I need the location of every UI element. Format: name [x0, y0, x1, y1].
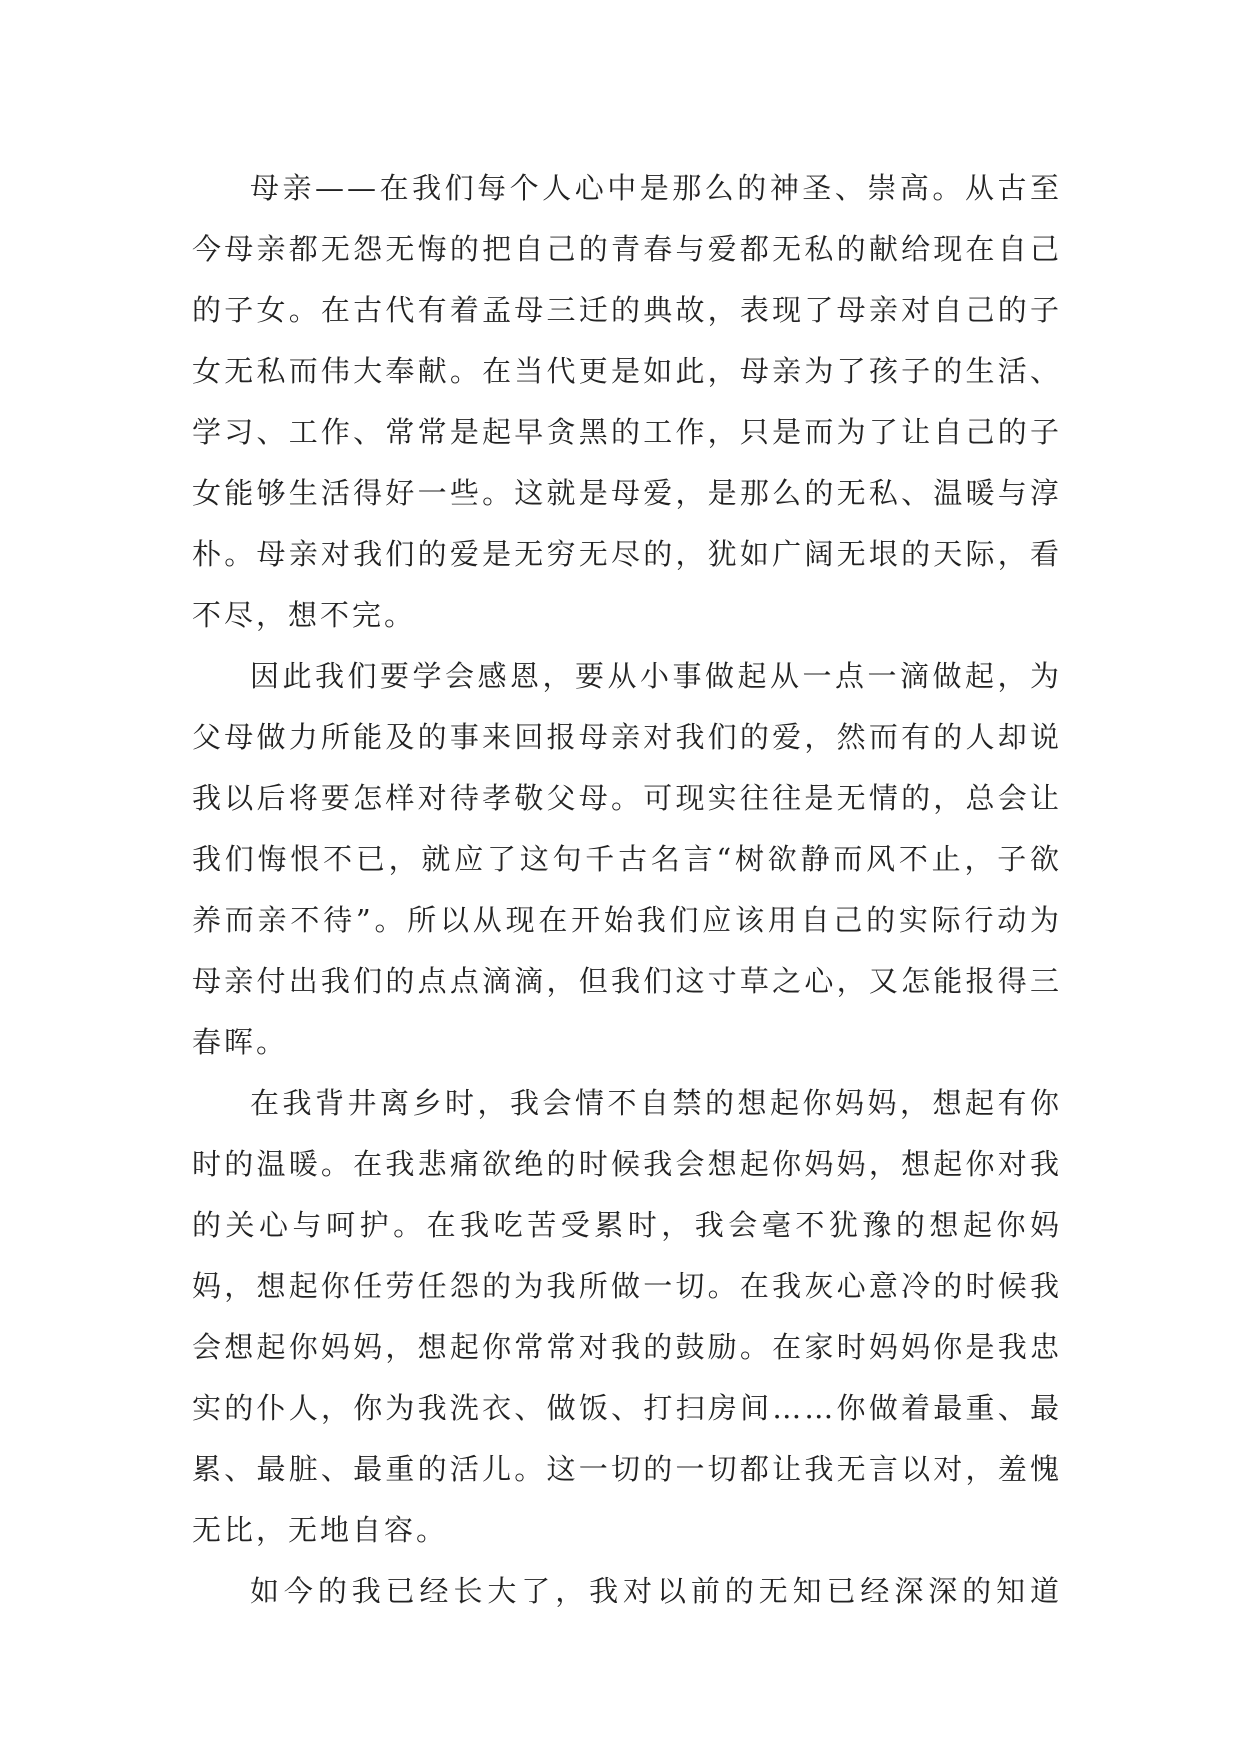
paragraph-2: 因此我们要学会感恩，要从小事做起从一点一滴做起，为父母做力所能及的事来回报母亲对我们的爱，然而有的人却说我以后将要怎样对待孝敬父母。可现实往往是无情的，总会让我们悔恨不已，就应了这句千古名言“树欲静而风不止，子欲养而亲不待”。所以从现在开始我们应该用自己的实际行动为母亲付出我们的点点滴滴，但我们这寸草之心，又怎能报得三春晖。	[192, 659, 1062, 1059]
paragraph-3: 在我背井离乡时，我会情不自禁的想起你妈妈，想起有你时的温暖。在我悲痛欲绝的时候我会想起你妈妈，想起你对我的关心与呵护。在我吃苦受累时，我会毫不犹豫的想起你妈妈，想起你任劳任怨的为我所做一切。在我灰心意冷的时候我会想起你妈妈，想起你常常对我的鼓励。在家时妈妈你是我忠实的仆人，你为我洗衣、做饭、打扫房间……你做着最重、最累、最脏、最重的活儿。这一切的一切都让我无言以对，羞愧无比，无地自容。	[192, 1086, 1062, 1547]
document-body	[192, 158, 1062, 1622]
paragraph-4: 如今的我已经长大了，我对以前的无知已经深深的知道	[250, 1574, 1062, 1608]
paragraph-1: 母亲——在我们每个人心中是那么的神圣、崇高。从古至今母亲都无怨无悔的把自己的青春与爱都无私的献给现在自己的子女。在古代有着孟母三迁的典故，表现了母亲对自己的子女无私而伟大奉献。在当代更是如此，母亲为了孩子的生活、学习、工作、常常是起早贪黑的工作，只是而为了让自己的子女能够生活得好一些。这就是母爱，是那么的无私、温暖与淳朴。母亲对我们的爱是无穷无尽的，犹如广阔无垠的天际，看不尽，想不完。	[192, 171, 1062, 632]
